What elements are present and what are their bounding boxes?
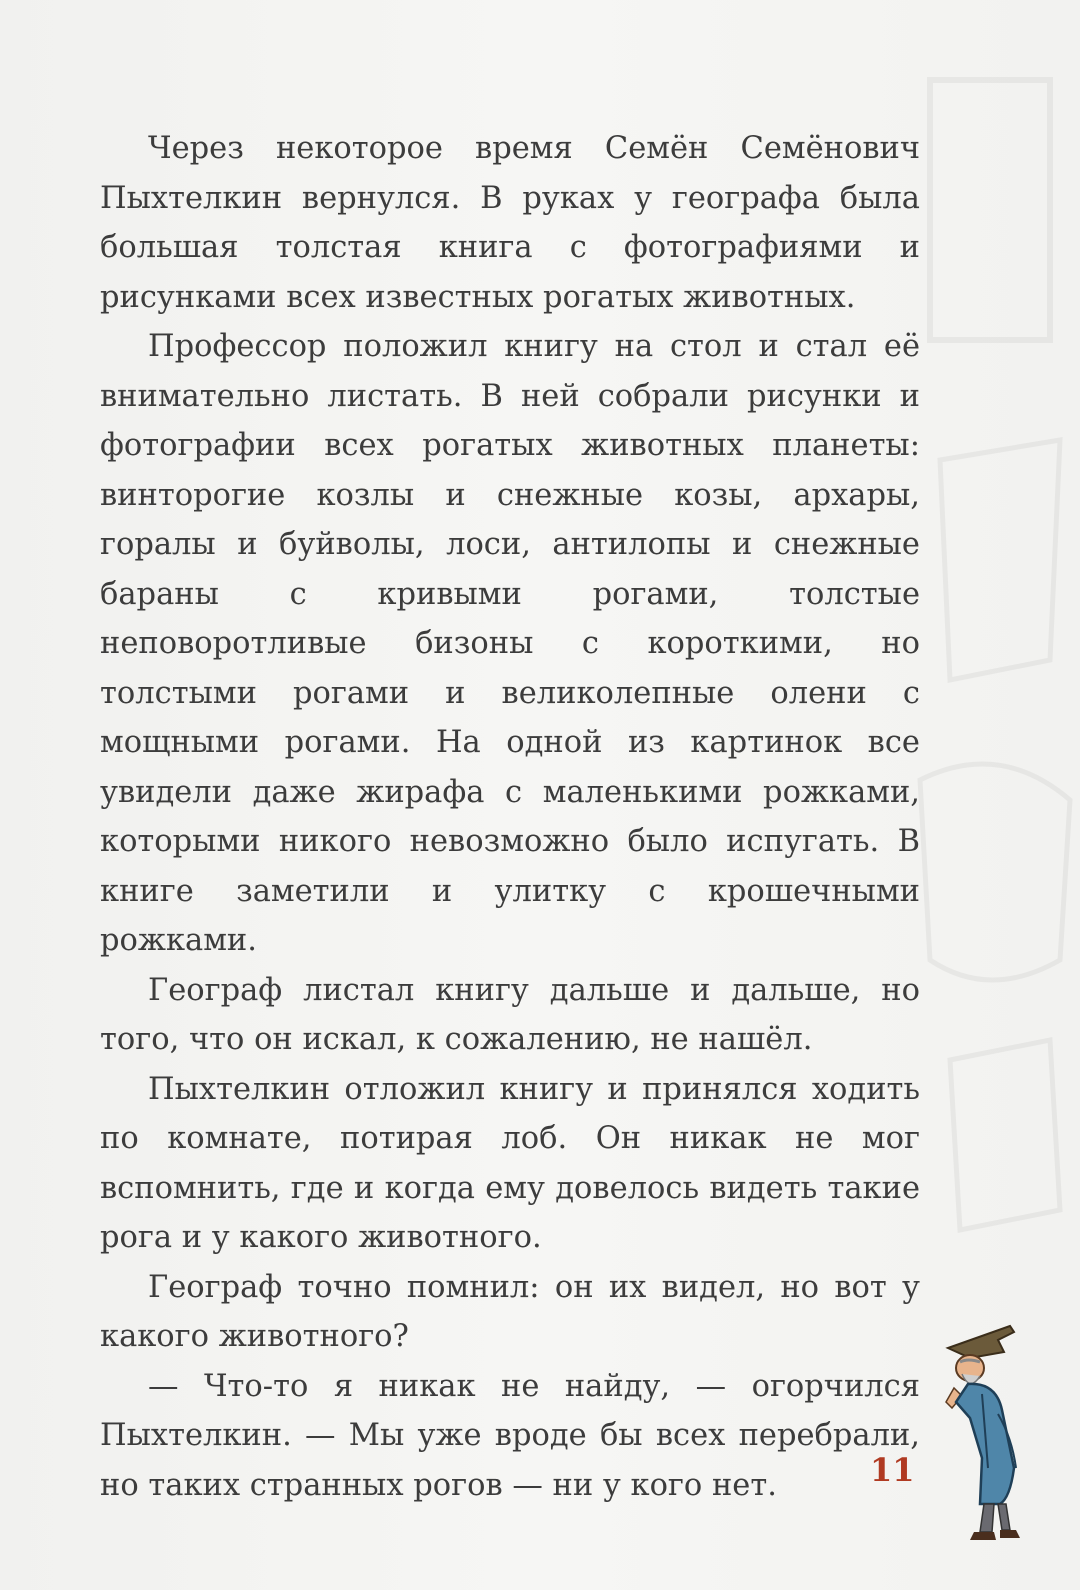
paragraph: Профессор положил книгу на стол и стал её внимательно листать. В ней собрали рисунки и фотографии всех рогатых животных планеты: винторогие козлы и снежные козы, архары, горалы и буйволы, лоси, антилопы и снежные бараны с кривыми рогами, толстые неповоротливые бизоны с короткими, но толстыми рогами и великолепные олени с мощными рогами. На одной из картинок все увидели даже жирафа с маленькими рожками, которыми никого невозможно было испугать. В книге заметили и улитку с крошечными рожками. [100,329,920,958]
page-number: 11 [870,1451,915,1489]
bleed-through-illustration [910,60,1080,1240]
paragraph: Пыхтелкин отложил книгу и принялся ходить по комнате, потирая лоб. Он никак не мог вспомнить, где и когда ему довелось видеть такие рога и у какого животного. [100,1071,920,1255]
paragraph: Через некоторое время Семён Семёнович Пыхтелкин вернулся. В руках у географа была большая толстая книга с фотографиями и рисунками всех известных рогатых животных. [100,131,920,315]
professor-figure-icon [940,1318,1030,1550]
body-text [100,124,920,1510]
paragraph: Географ листал книгу дальше и дальше, но того, что он искал, к сожалению, не нашёл. [100,972,920,1057]
paragraph: Географ точно помнил: он их видел, но вот у какого животного? [100,1269,920,1354]
paragraph: — Что-то я никак не найду, — огорчился Пыхтелкин. — Мы уже вроде бы всех перебрали, но таких странных рогов — ни у кого нет. [100,1368,920,1503]
